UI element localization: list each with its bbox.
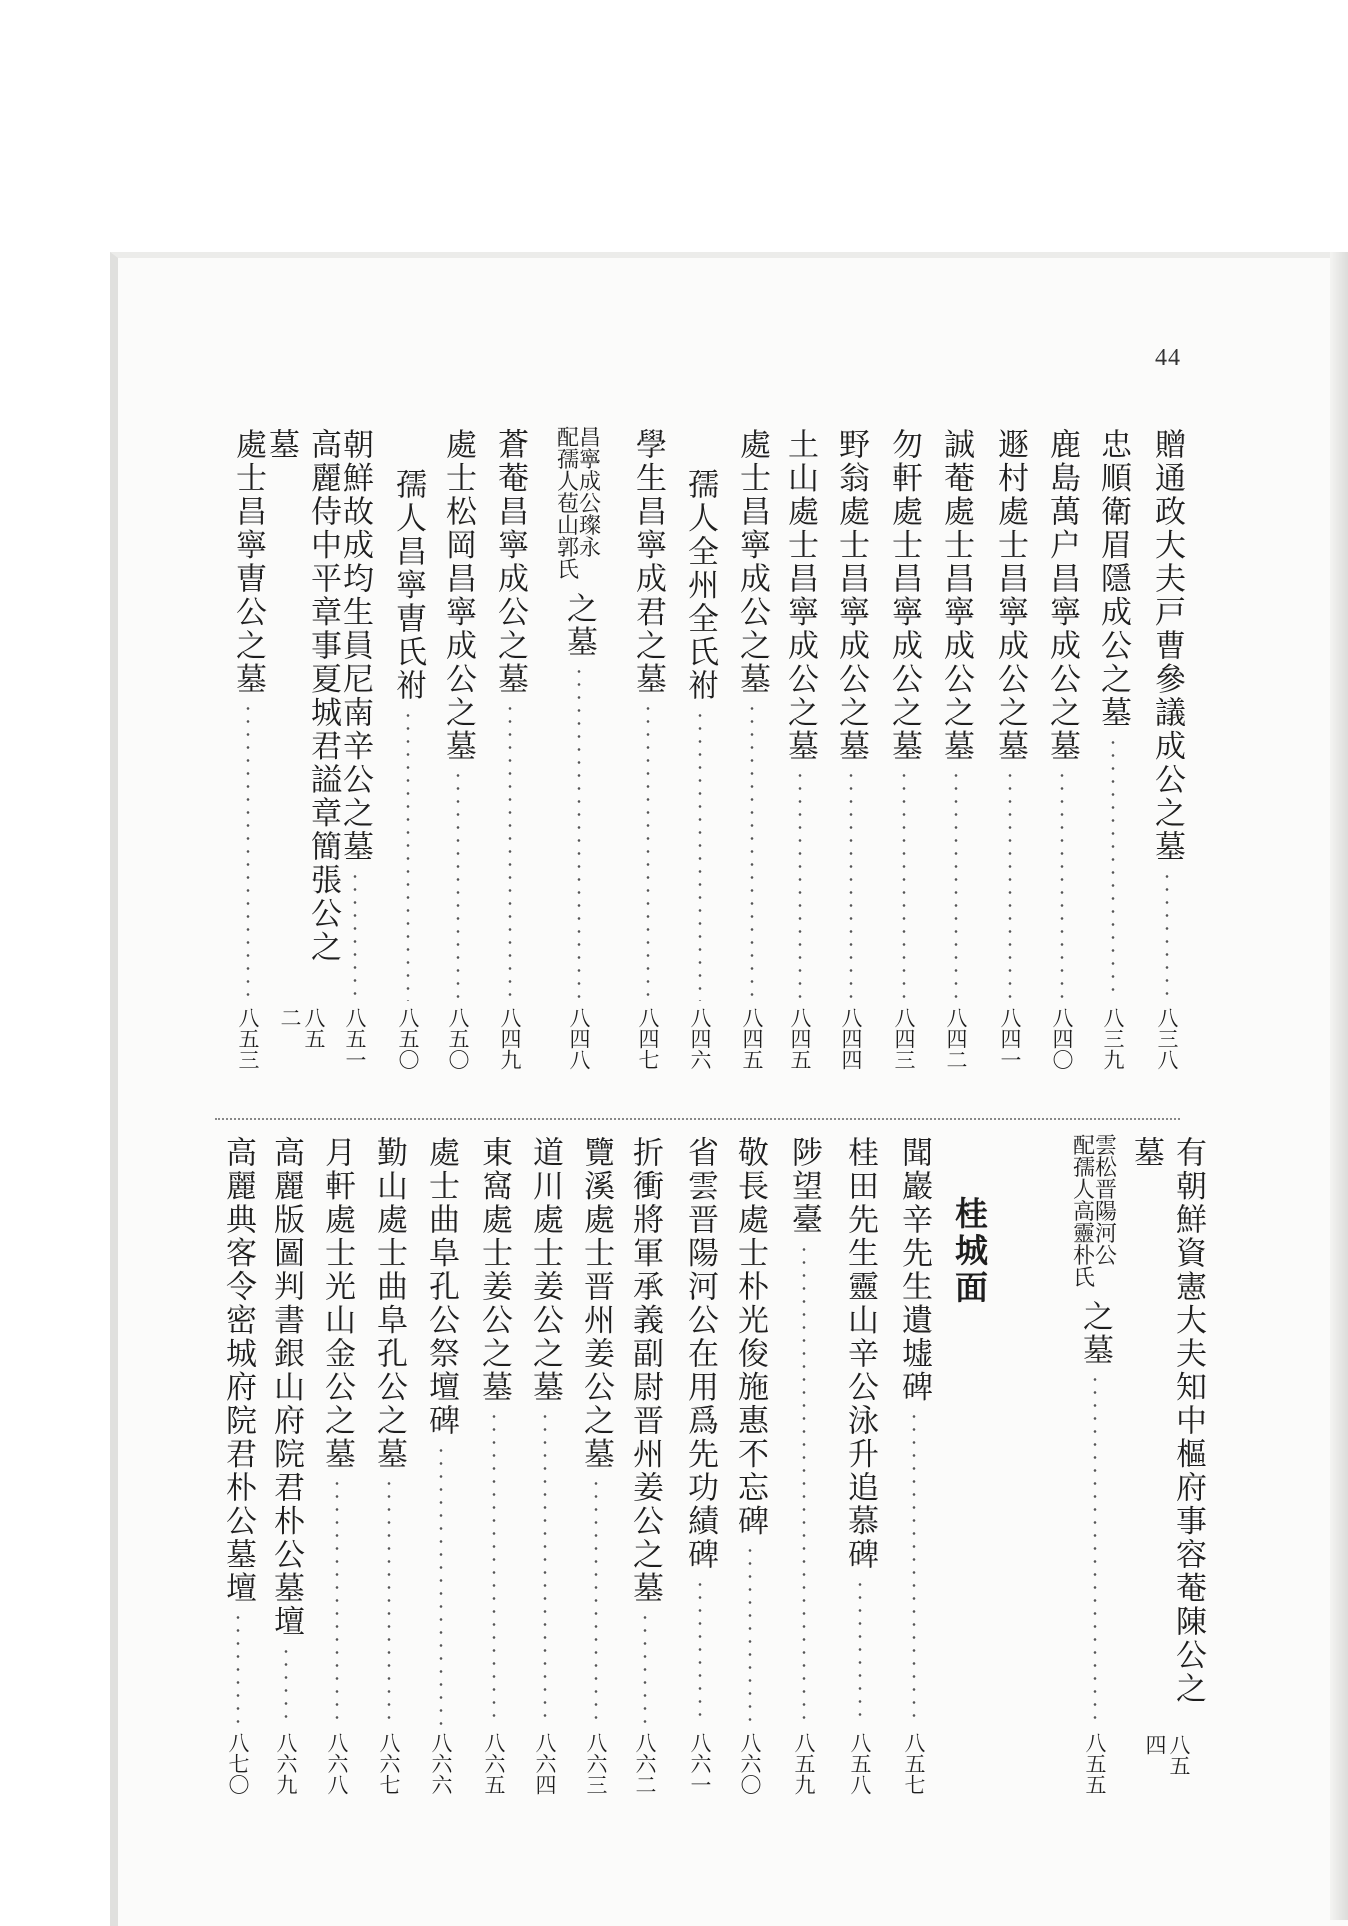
- dot-leader: [798, 769, 802, 1001]
- toc-entry: [524, 1136, 566, 1795]
- entry-page-number: 八六九: [274, 1732, 298, 1795]
- entry-title: 聞巖辛先生遺墟碑: [896, 1136, 932, 1404]
- dot-leader: [643, 1611, 647, 1726]
- entry-title: 處士曲阜孔公祭壇碑: [423, 1136, 459, 1438]
- entry-subtitle-right: 雲松晋陽河公: [1095, 1134, 1118, 1269]
- entry-title: 敬長處士朴光俊施惠不忘碑: [732, 1136, 768, 1538]
- dot-leader: [577, 665, 581, 1001]
- entry-title-tail: 之墓: [561, 592, 597, 659]
- dot-leader: [246, 702, 250, 1001]
- toc-entry: [489, 428, 531, 1070]
- dot-leader: [406, 709, 410, 1002]
- toc-entry: [935, 428, 977, 1070]
- entry-page-number: 八四〇: [1050, 1007, 1074, 1070]
- toc-entry: [1128, 1136, 1206, 1795]
- entry-page-number: 八五一: [343, 1007, 367, 1070]
- section-divider: [215, 1118, 1180, 1120]
- entry-page-number: 八五二: [278, 1007, 326, 1050]
- entry-title: 學生昌寧成君之墓: [630, 428, 666, 696]
- entry-page-number: 八五五: [1083, 1732, 1107, 1795]
- entry-title: 覽溪處士晋州姜公之墓: [578, 1136, 614, 1471]
- toc-entry: [1092, 428, 1134, 1070]
- dot-leader: [543, 1410, 547, 1726]
- toc-entry: [883, 428, 925, 1070]
- entry-page-number: 八七〇: [226, 1732, 250, 1795]
- entry-page-number: 八四三: [892, 1007, 916, 1070]
- dot-leader: [802, 1243, 806, 1727]
- toc-entry: [420, 1136, 462, 1795]
- entry-page-number: 八五七: [902, 1732, 926, 1795]
- entry-page-number: 八六六: [429, 1732, 453, 1795]
- dot-leader: [912, 1410, 916, 1726]
- dot-leader: [594, 1477, 598, 1726]
- entry-title: 孺人昌寧曺氏祔: [390, 468, 426, 703]
- toc-entry: [265, 1136, 307, 1795]
- entry-page-number: 八五八: [848, 1732, 872, 1795]
- entry-page-number: 八六五: [482, 1732, 506, 1795]
- entry-title: 省雲晋陽河公在用爲先功績碑: [682, 1136, 718, 1572]
- entry-title: 月軒處士光山金公之墓: [319, 1136, 355, 1471]
- entry-page-number: 八五四: [1143, 1733, 1191, 1776]
- toc-entry: [558, 428, 600, 1070]
- dot-leader: [353, 870, 357, 1002]
- entry-page-number: 八六二: [633, 1732, 657, 1795]
- entry-title: 土山處士昌寧成公之墓: [782, 428, 818, 763]
- entry-page-number: 八四七: [636, 1007, 660, 1070]
- entry-page-number: 八五九: [792, 1732, 816, 1795]
- entry-title: 蒼菴昌寧成公之墓: [492, 428, 528, 696]
- page-edge-shadow: [1330, 252, 1348, 1920]
- entry-subtitle-right: 昌寧成公璨永: [579, 426, 602, 561]
- toc-entry: [779, 428, 821, 1070]
- entry-page-number: 八六四: [533, 1732, 557, 1795]
- paired-names: [1073, 1136, 1117, 1290]
- toc-entry: [368, 1136, 410, 1795]
- entry-title: 忠順衛眉隱成公之墓: [1095, 428, 1131, 730]
- dot-leader: [1111, 736, 1115, 1002]
- entry-page-number: 八四五: [788, 1007, 812, 1070]
- toc-entry: [830, 428, 872, 1070]
- entry-page-number: 八三八: [1155, 1007, 1179, 1070]
- entry-page-number: 八六一: [688, 1732, 712, 1795]
- entry-title: 高麗典客令密城府院君朴公墓壇: [220, 1136, 256, 1605]
- entry-title: 陟望臺: [786, 1136, 822, 1237]
- entry-title: 有朝鮮資憲大夫知中樞府事容菴陳公之墓: [1128, 1136, 1206, 1706]
- page-number: 44: [1155, 345, 1181, 371]
- dot-leader: [750, 702, 754, 1001]
- entry-title: 處士松岡昌寧成公之墓: [440, 428, 476, 763]
- dot-leader: [1093, 1373, 1097, 1726]
- dot-leader: [748, 1544, 752, 1726]
- dot-leader: [954, 769, 958, 1001]
- dot-leader: [698, 1578, 702, 1727]
- toc-entry: [316, 1136, 358, 1795]
- toc-entry: [839, 1136, 881, 1795]
- dot-leader: [646, 702, 650, 1001]
- entry-title: 孺人全州全氏祔: [682, 468, 718, 703]
- toc-entry: [1041, 428, 1083, 1070]
- toc-entry: [217, 1136, 259, 1795]
- entry-page-number: 八四一: [998, 1007, 1022, 1070]
- entry-page-number: 八六七: [377, 1732, 401, 1795]
- toc-entry: [624, 1136, 666, 1795]
- entry-page-number: 八六八: [325, 1732, 349, 1795]
- dot-leader: [902, 769, 906, 1001]
- paired-names: [557, 428, 601, 582]
- entry-page-number: 八六〇: [738, 1732, 762, 1795]
- entry-title: 朝鮮故成均生員尼南辛公之墓: [337, 428, 373, 864]
- toc-entry: [783, 1136, 825, 1795]
- toc-entry: [679, 1136, 721, 1795]
- toc-entry: [679, 468, 721, 1070]
- dot-leader: [698, 709, 702, 1002]
- entry-title: 贈通政大夫戸曹參議成公之墓: [1149, 428, 1185, 864]
- dot-leader: [1165, 870, 1169, 1002]
- entry-title: 遯村處士昌寧成公之墓: [992, 428, 1028, 763]
- entry-page-number: 八四六: [688, 1007, 712, 1070]
- entry-page-number: 八五〇: [446, 1007, 470, 1070]
- entry-page-number: 八四四: [839, 1007, 863, 1070]
- entry-title: 高麗侍中平章事夏城君謚章簡張公之墓: [263, 428, 341, 964]
- entry-page-number: 八六三: [584, 1732, 608, 1795]
- toc-entry: [437, 428, 479, 1070]
- section-heading: 桂城面: [950, 1196, 989, 1307]
- dot-leader: [335, 1477, 339, 1726]
- entry-title: 東窩處士姜公之墓: [476, 1136, 512, 1404]
- dot-leader: [858, 1578, 862, 1727]
- entry-title: 誠菴處士昌寧成公之墓: [938, 428, 974, 763]
- entry-page-number: 八三九: [1101, 1007, 1125, 1070]
- dot-leader: [492, 1410, 496, 1726]
- entry-title: 勿軒處士昌寧成公之墓: [886, 428, 922, 763]
- entry-page-number: 八四九: [498, 1007, 522, 1070]
- toc-entry: [387, 468, 429, 1070]
- dot-leader: [1008, 769, 1012, 1001]
- dot-leader: [387, 1477, 391, 1726]
- entry-page-number: 八四五: [740, 1007, 764, 1070]
- entry-title: 勤山處士曲阜孔公之墓: [371, 1136, 407, 1471]
- dot-leader: [456, 769, 460, 1001]
- dot-leader: [508, 702, 512, 1001]
- toc-entry: [1146, 428, 1188, 1070]
- dot-leader: [236, 1611, 240, 1726]
- toc-entry: [263, 428, 341, 1070]
- toc-entry: [731, 428, 773, 1070]
- toc-entry: [575, 1136, 617, 1795]
- entry-title: 鹿島萬户昌寧成公之墓: [1044, 428, 1080, 763]
- entry-title: 桂田先生靈山辛公泳升追慕碑: [842, 1136, 878, 1572]
- entry-title-tail: 之墓: [1077, 1300, 1113, 1367]
- toc-entry: [1074, 1136, 1116, 1795]
- toc-entry: [729, 1136, 771, 1795]
- toc-entry: [627, 428, 669, 1070]
- entry-title: 處士昌寧成公之墓: [734, 428, 770, 696]
- dot-leader: [439, 1444, 443, 1727]
- toc-entry: [227, 428, 269, 1070]
- toc-entry: [948, 1196, 990, 1795]
- toc-entry: [989, 428, 1031, 1070]
- entry-title: 高麗版圖判書銀山府院君朴公墓壇: [268, 1136, 304, 1639]
- entry-subtitle-left: 配孺人苞山郭氏: [556, 426, 579, 583]
- entry-title: 野翁處士昌寧成公之墓: [833, 428, 869, 763]
- entry-subtitle-left: 配孺人高靈朴氏: [1072, 1134, 1095, 1291]
- entry-page-number: 八五〇: [396, 1007, 420, 1070]
- entry-title: 折衝將軍承義副尉晋州姜公之墓: [627, 1136, 663, 1605]
- toc-entry: [893, 1136, 935, 1795]
- entry-page-number: 八五三: [236, 1007, 260, 1070]
- entry-title: 處士昌寧曺公之墓: [230, 428, 266, 696]
- entry-page-number: 八四二: [944, 1007, 968, 1070]
- toc-entry: [473, 1136, 515, 1795]
- dot-leader: [284, 1645, 288, 1727]
- dot-leader: [1060, 769, 1064, 1001]
- entry-page-number: 八四八: [567, 1007, 591, 1070]
- dot-leader: [849, 769, 853, 1001]
- entry-title: 道川處士姜公之墓: [527, 1136, 563, 1404]
